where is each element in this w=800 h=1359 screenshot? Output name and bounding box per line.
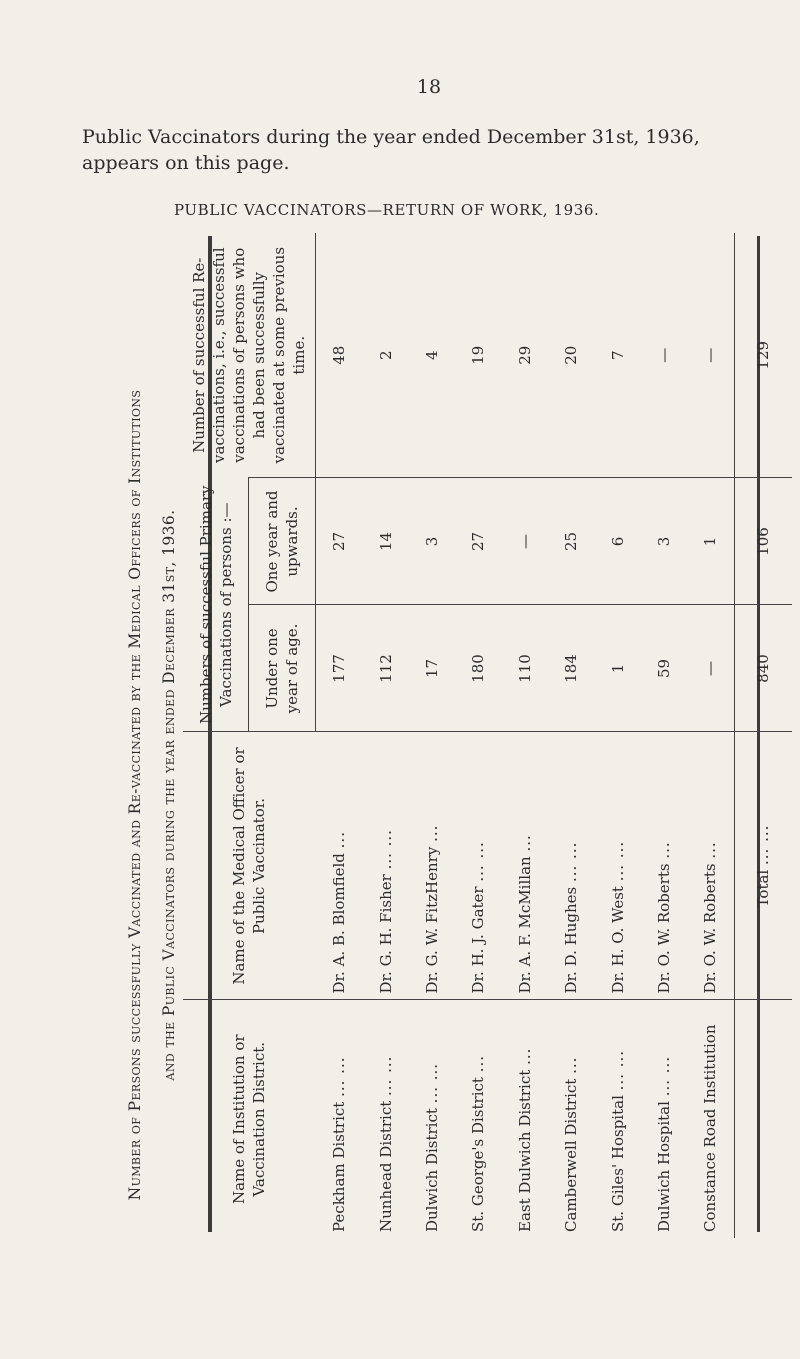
total-one-upwards: 106 (734, 478, 792, 605)
officer-cell: Dr. A. F. McMillan ... (502, 732, 548, 1000)
side-heading-line-2: and the Public Vaccinators during the year ended December 31st, 1936. (160, 509, 178, 1081)
side-heading (118, 235, 186, 1355)
total-under-one: 840 (734, 605, 792, 732)
one-upwards-cell: 3 (409, 478, 455, 605)
header-primary-vaccinations: Numbers of successful Primary Vaccinations of persons :— (183, 478, 249, 732)
under-one-cell: 180 (455, 605, 501, 732)
under-one-cell: — (687, 605, 734, 732)
officer-cell: Dr. G. W. FitzHenry ... (409, 732, 455, 1000)
table-row (502, 233, 548, 1238)
revaccinations-cell: 2 (376, 350, 395, 361)
total-revaccinations: 129 (734, 233, 792, 478)
one-upwards-cell: 3 (641, 478, 687, 605)
officer-cell: Dr. H. O. West ... ... (594, 732, 640, 1000)
table-row (362, 233, 408, 1238)
institution-cell: Peckham District ... ... (316, 1000, 363, 1238)
revaccinations-cell: 4 (423, 350, 442, 361)
officer-cell: Dr. G. H. Fisher ... ... (362, 732, 408, 1000)
return-of-work-table (183, 233, 792, 1238)
under-one-cell: 17 (409, 605, 455, 732)
table-row (641, 233, 687, 1238)
institution-cell: Nunhead District ... ... (362, 1000, 408, 1238)
total-row (734, 233, 792, 1238)
officer-cell: Dr. A. B. Blomfield ... (316, 732, 363, 1000)
under-one-cell: 59 (641, 605, 687, 732)
return-of-work-table-container (183, 233, 773, 1238)
institution-cell: Dulwich District ... ... (409, 1000, 455, 1238)
intro-text: Public Vaccinators during the year ended December 31st, 1936, appears on this page. (82, 126, 700, 174)
one-upwards-cell: 14 (362, 478, 408, 605)
one-upwards-cell: 6 (594, 478, 640, 605)
officer-cell: Dr. D. Hughes ... ... (548, 732, 594, 1000)
one-upwards-cell: 25 (548, 478, 594, 605)
header-revaccinations: Number of successful Re-vaccinations, i.e., successful vaccinations of persons who had been successfully vaccinated at some previous time. (183, 233, 316, 478)
revaccinations-cell: 7 (608, 350, 627, 361)
one-upwards-cell: 27 (455, 478, 501, 605)
table-row (594, 233, 640, 1238)
header-institution: Name of Institution or Vaccination District. (183, 1000, 316, 1238)
institution-cell: East Dulwich District ... (502, 1000, 548, 1238)
header-under-one: Under one year of age. (249, 605, 316, 732)
revaccinations-cell: 19 (469, 345, 488, 365)
revaccinations-cell: 20 (562, 345, 581, 365)
page-number: 18 (416, 76, 442, 98)
under-one-cell: 110 (502, 605, 548, 732)
revaccinations-cell: — (701, 347, 720, 363)
institution-cell: St. George's District ... (455, 1000, 501, 1238)
one-upwards-cell: — (502, 478, 548, 605)
under-one-cell: 177 (316, 605, 363, 732)
table-row (409, 233, 455, 1238)
officer-cell: Dr. O. W. Roberts ... (641, 732, 687, 1000)
under-one-cell: 184 (548, 605, 594, 732)
table-title: PUBLIC VACCINATORS—RETURN OF WORK, 1936. (174, 201, 600, 219)
total-label-cell: Total ... ... (734, 732, 792, 1000)
total-blank-cell (734, 1000, 792, 1238)
header-officer: Name of the Medical Officer or Public Vaccinator. (183, 732, 316, 1000)
institution-cell: Dulwich Hospital ... ... (641, 1000, 687, 1238)
revaccinations-cell: — (655, 347, 674, 363)
under-one-cell: 112 (362, 605, 408, 732)
one-upwards-cell: 27 (316, 478, 363, 605)
one-upwards-cell: 1 (687, 478, 734, 605)
under-one-cell: 1 (594, 605, 640, 732)
table-row (548, 233, 594, 1238)
officer-cell: Dr. H. J. Gater ... ... (455, 732, 501, 1000)
header-one-upwards: One year and upwards. (249, 478, 316, 605)
institution-cell: St. Giles' Hospital ... ... (594, 1000, 640, 1238)
institution-cell: Camberwell District ... (548, 1000, 594, 1238)
table-row (687, 233, 734, 1238)
institution-cell: Constance Road Institution (687, 1000, 734, 1238)
officer-cell: Dr. O. W. Roberts ... (687, 732, 734, 1000)
table-row (316, 233, 363, 1238)
side-heading-line-1: Number of Persons successfully Vaccinated and Re-vaccinated by the Medical Officers of Institutions (126, 389, 144, 1201)
revaccinations-cell: 48 (330, 345, 349, 365)
table-row (455, 233, 501, 1238)
revaccinations-cell: 29 (515, 345, 534, 365)
